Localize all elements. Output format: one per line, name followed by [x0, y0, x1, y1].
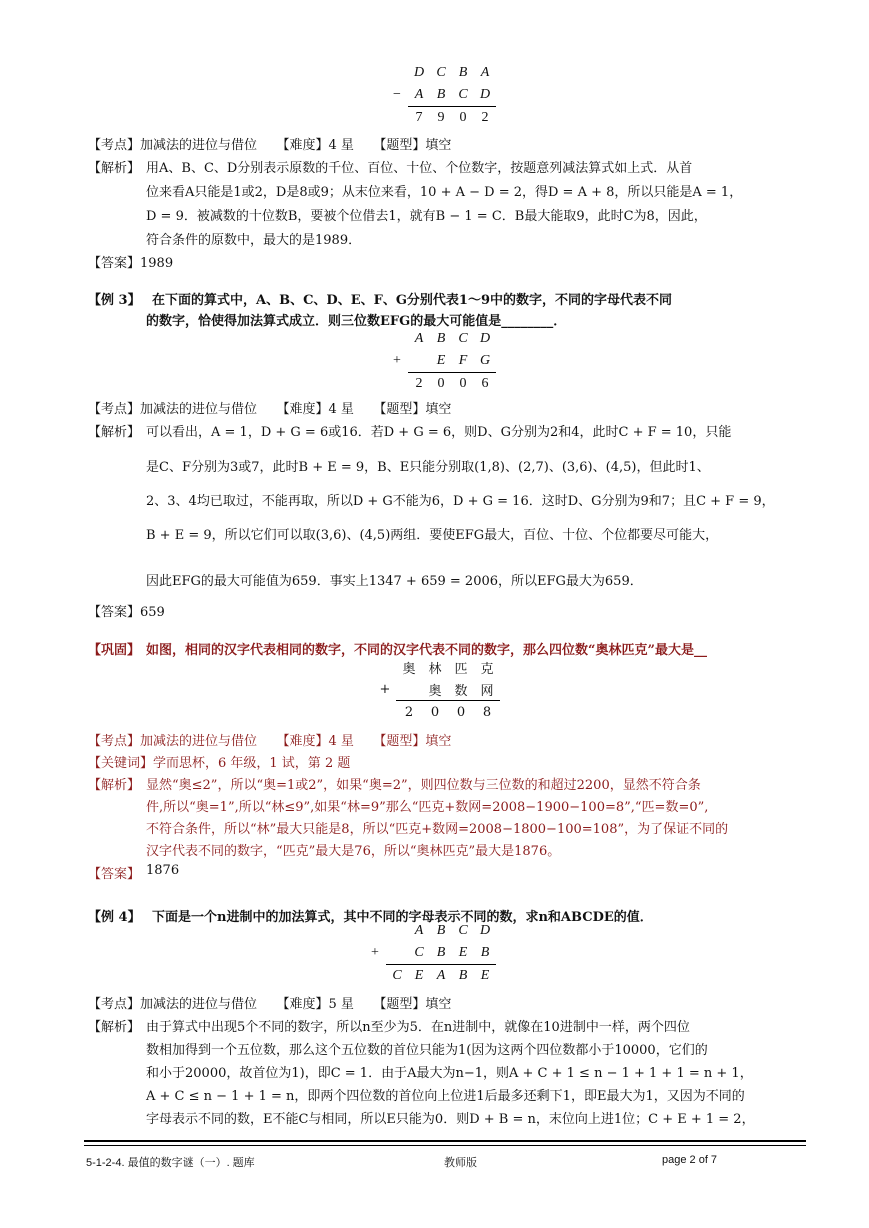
answer-line: 【答案】659 [88, 605, 165, 620]
example-question: 在下面的算式中，A、B、C、D、E、F、G分别代表1～9中的数字，不同的字母代表不同 [152, 293, 673, 308]
jiexi-label: 【解析】 [88, 425, 141, 440]
consolidation-label: 【巩固】 [88, 643, 141, 658]
jiexi-text: 显然“奥≤2”，所以“奥=1或2”，如果“奥=2”，则四位数与三位数的和超过2200，显然不符合条 [146, 778, 701, 793]
jiexi-text: 由于算式中出现5个不同的数字，所以n至少为5．在n进制中，就像在10进制中一样，两个四位 [146, 1020, 690, 1035]
jiexi-text: 位来看A只能是1或2，D是8或9；从末位来看，10 + A − D = 2，得D = A + 8，所以只能是A = 1， [146, 185, 743, 200]
jiexi-text: 和小于20000，故首位为1)，即C = 1．由于A最大为n−1，则A + C + 1 ≤ n − 1 + 1 + 1 = n + 1， [146, 1066, 753, 1081]
example-question: 下面是一个n进制中的加法算式，其中不同的字母表示不同的数，求n和ABCDE的值． [152, 910, 653, 925]
footer-title: 5-1-2-4. 最值的数字谜（一）. 题库 [86, 1157, 255, 1169]
jiexi-text: 汉字代表不同的数字，“匹克”最大是76，所以“奥林匹克”最大是1876。 [146, 844, 561, 859]
jiexi-text: 用A、B、C、D分别表示原数的千位、百位、十位、个位数字，按题意列减法算式如上式．从首 [146, 161, 693, 176]
jiexi-text: 2、3、4均已取过，不能再取，所以D + G不能为6，D + G = 16．这时D、G分别为9和7；且C + F = 9， [146, 494, 775, 509]
kaodian-line: 【考点】加减法的进位与借位 【难度】4 星 【题型】填空 [88, 402, 452, 417]
jiexi-text: 件,所以“奥=1”,所以“林≤9”,如果“林=9”那么“匹克+数网=2008−1900−100=8”,“匹=数=0”, [146, 800, 709, 815]
keywords-line: 【关键词】学而思杯，6 年级，1 试，第 2 题 [88, 756, 351, 771]
jiexi-label: 【解析】 [88, 161, 141, 176]
jiexi-text: D = 9．被减数的十位数B，要被个位借去1，就有B − 1 = C．B最大能取9，此时C为8，因此， [146, 209, 707, 224]
jiexi-text: 数相加得到一个五位数，那么这个五位数的首位只能为1(因为这两个四位数都小于10000，它们的 [146, 1043, 708, 1058]
jiexi-text: 因此EFG的最大可能值为659．事实上1347 + 659 = 2006，所以EFG最大为659． [146, 574, 643, 589]
answer-line: 【答案】1989 [88, 256, 174, 271]
jiexi-text: 不符合条件，所以“林”最大只能是8，所以“匹克+数网=2008−1800−100=108”，为了保证不同的 [146, 822, 729, 837]
example-label: 【例 3】 [88, 293, 141, 308]
example-question: 的数字，恰使得加法算式成立．则三位数EFG的最大可能值是________． [146, 314, 567, 329]
consolidation-question: 如图，相同的汉字代表相同的数字，不同的汉字代表不同的数字，那么四位数“奥林匹克”最大是__ [146, 643, 707, 658]
hanzi-addition-equation: 奥 林 匹 克 + 奥 数 网 2 0 0 8 [374, 656, 500, 723]
jiexi-label: 【解析】 [88, 778, 141, 793]
jiexi-text: 可以看出，A = 1，D + G = 6或16．若D + G = 6，则D、G分别为2和4，此时C + F = 10，只能 [146, 425, 732, 440]
jiexi-text: B + E = 9，所以它们可以取(3,6)、(4,5)两组．要使EFG最大，百位、十位、个位都要尽可能大， [146, 528, 719, 543]
jiexi-label: 【解析】 [88, 1020, 141, 1035]
jiexi-text: 字母表示不同的数，E不能C与相同，所以E只能为0．则D + B = n，末位向上进1位；C + E + 1 = 2， [146, 1112, 755, 1127]
addition-equation: A B C D + E F G 2 0 0 6 [386, 328, 496, 395]
subtraction-equation: D C B A − A B C D 7 9 0 2 [386, 62, 496, 129]
base-n-addition-equation: A B C D + C B E B C E A B E [364, 920, 496, 987]
footer-rule-thin [84, 1145, 806, 1146]
answer-value: 1876 [146, 863, 180, 878]
answer-label: 【答案】 [88, 867, 141, 882]
footer-edition: 教师版 [444, 1157, 477, 1169]
footer-rule [84, 1140, 806, 1142]
example-label: 【例 4】 [88, 910, 141, 925]
footer-page-number: page 2 of 7 [662, 1154, 718, 1166]
kaodian-line: 【考点】加减法的进位与借位 【难度】4 星 【题型】填空 [88, 138, 452, 153]
kaodian-line: 【考点】加减法的进位与借位 【难度】5 星 【题型】填空 [88, 997, 452, 1012]
jiexi-text: A + C ≤ n − 1 + 1 = n，即两个四位数的首位向上位进1后最多还剩下1，即E最大为1，又因为不同的 [146, 1089, 745, 1104]
kaodian-line: 【考点】加减法的进位与借位 【难度】4 星 【题型】填空 [88, 734, 452, 749]
jiexi-text: 符合条件的原数中，最大的是1989． [146, 233, 362, 248]
jiexi-text: 是C、F分别为3或7，此时B + E = 9，B、E只能分别取(1,8)、(2,7)、(3,6)、(4,5)，但此时1、 [146, 460, 710, 475]
